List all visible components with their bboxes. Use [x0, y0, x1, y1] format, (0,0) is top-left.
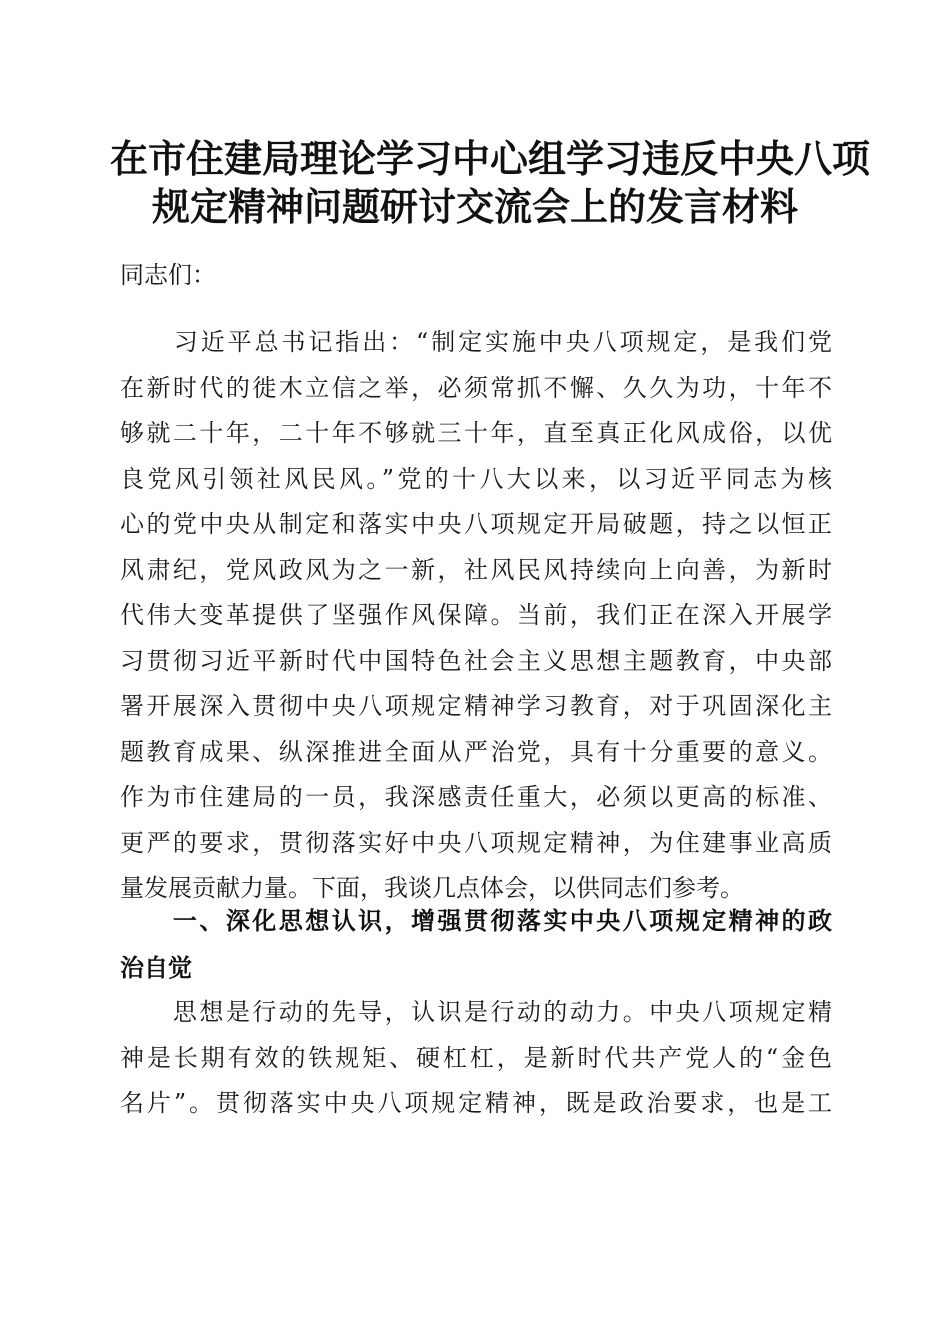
title-line: 在市住建局理论学习中心组学习违反中央八项 [110, 136, 871, 181]
text-line: 风肃纪，党风政风为之一新，社风民风持续向上向善，为新时 [120, 555, 832, 584]
paragraph-section-1 [120, 990, 832, 1127]
text-line: 题教育成果、纵深推进全面从严治党，具有十分重要的意义。 [120, 737, 832, 766]
text-line: 代伟大变革提供了坚强作风保障。当前，我们正在深入开展学 [120, 601, 832, 629]
document-title [110, 135, 871, 231]
text-line: 署开展深入贯彻中央八项规定精神学习教育，对于巩固深化主 [120, 692, 832, 720]
text-line: 神是长期有效的铁规矩、硬杠杠，是新时代共产党人的“金色 [120, 1043, 832, 1072]
paragraph-intro [120, 320, 832, 912]
text-line: 更严的要求，贯彻落实好中央八项规定精神，为住建事业高质 [120, 828, 832, 857]
text-line: 习近平总书记指出：“制定实施中央八项规定，是我们党 [120, 328, 832, 356]
text-line: 够就二十年，二十年不够就三十年，直至真正化风成俗，以优 [120, 419, 832, 447]
heading-line: 一、深化思想认识，增强贯彻落实中央八项规定精神的政 [120, 907, 832, 935]
text-line: 习贯彻习近平新时代中国特色社会主义思想主题教育，中央部 [120, 646, 832, 675]
text-line: 心的党中央从制定和落实中央八项规定开局破题，持之以恒正 [120, 510, 832, 538]
text-line: 量发展贡献力量。下面，我谈几点体会，以供同志们参考。 [120, 874, 744, 902]
text-line: 名片”。贯彻落实中央八项规定精神，既是政治要求，也是工 [120, 1089, 832, 1117]
section-heading-1 [120, 898, 832, 992]
title-line: 规定精神问题研讨交流会上的发言材料 [151, 184, 798, 229]
greeting: 同志们： [120, 261, 216, 289]
text-line: 作为市住建局的一员，我深感责任重大，必须以更高的标准、 [120, 783, 832, 811]
text-line: 思想是行动的先导，认识是行动的动力。中央八项规定精 [120, 998, 832, 1026]
heading-line: 治自觉 [120, 954, 192, 982]
text-line: 良党风引领社风民风。”党的十八大以来，以习近平同志为核 [120, 464, 832, 493]
text-line: 在新时代的徙木立信之举，必须常抓不懈、久久为功，十年不 [120, 373, 832, 402]
